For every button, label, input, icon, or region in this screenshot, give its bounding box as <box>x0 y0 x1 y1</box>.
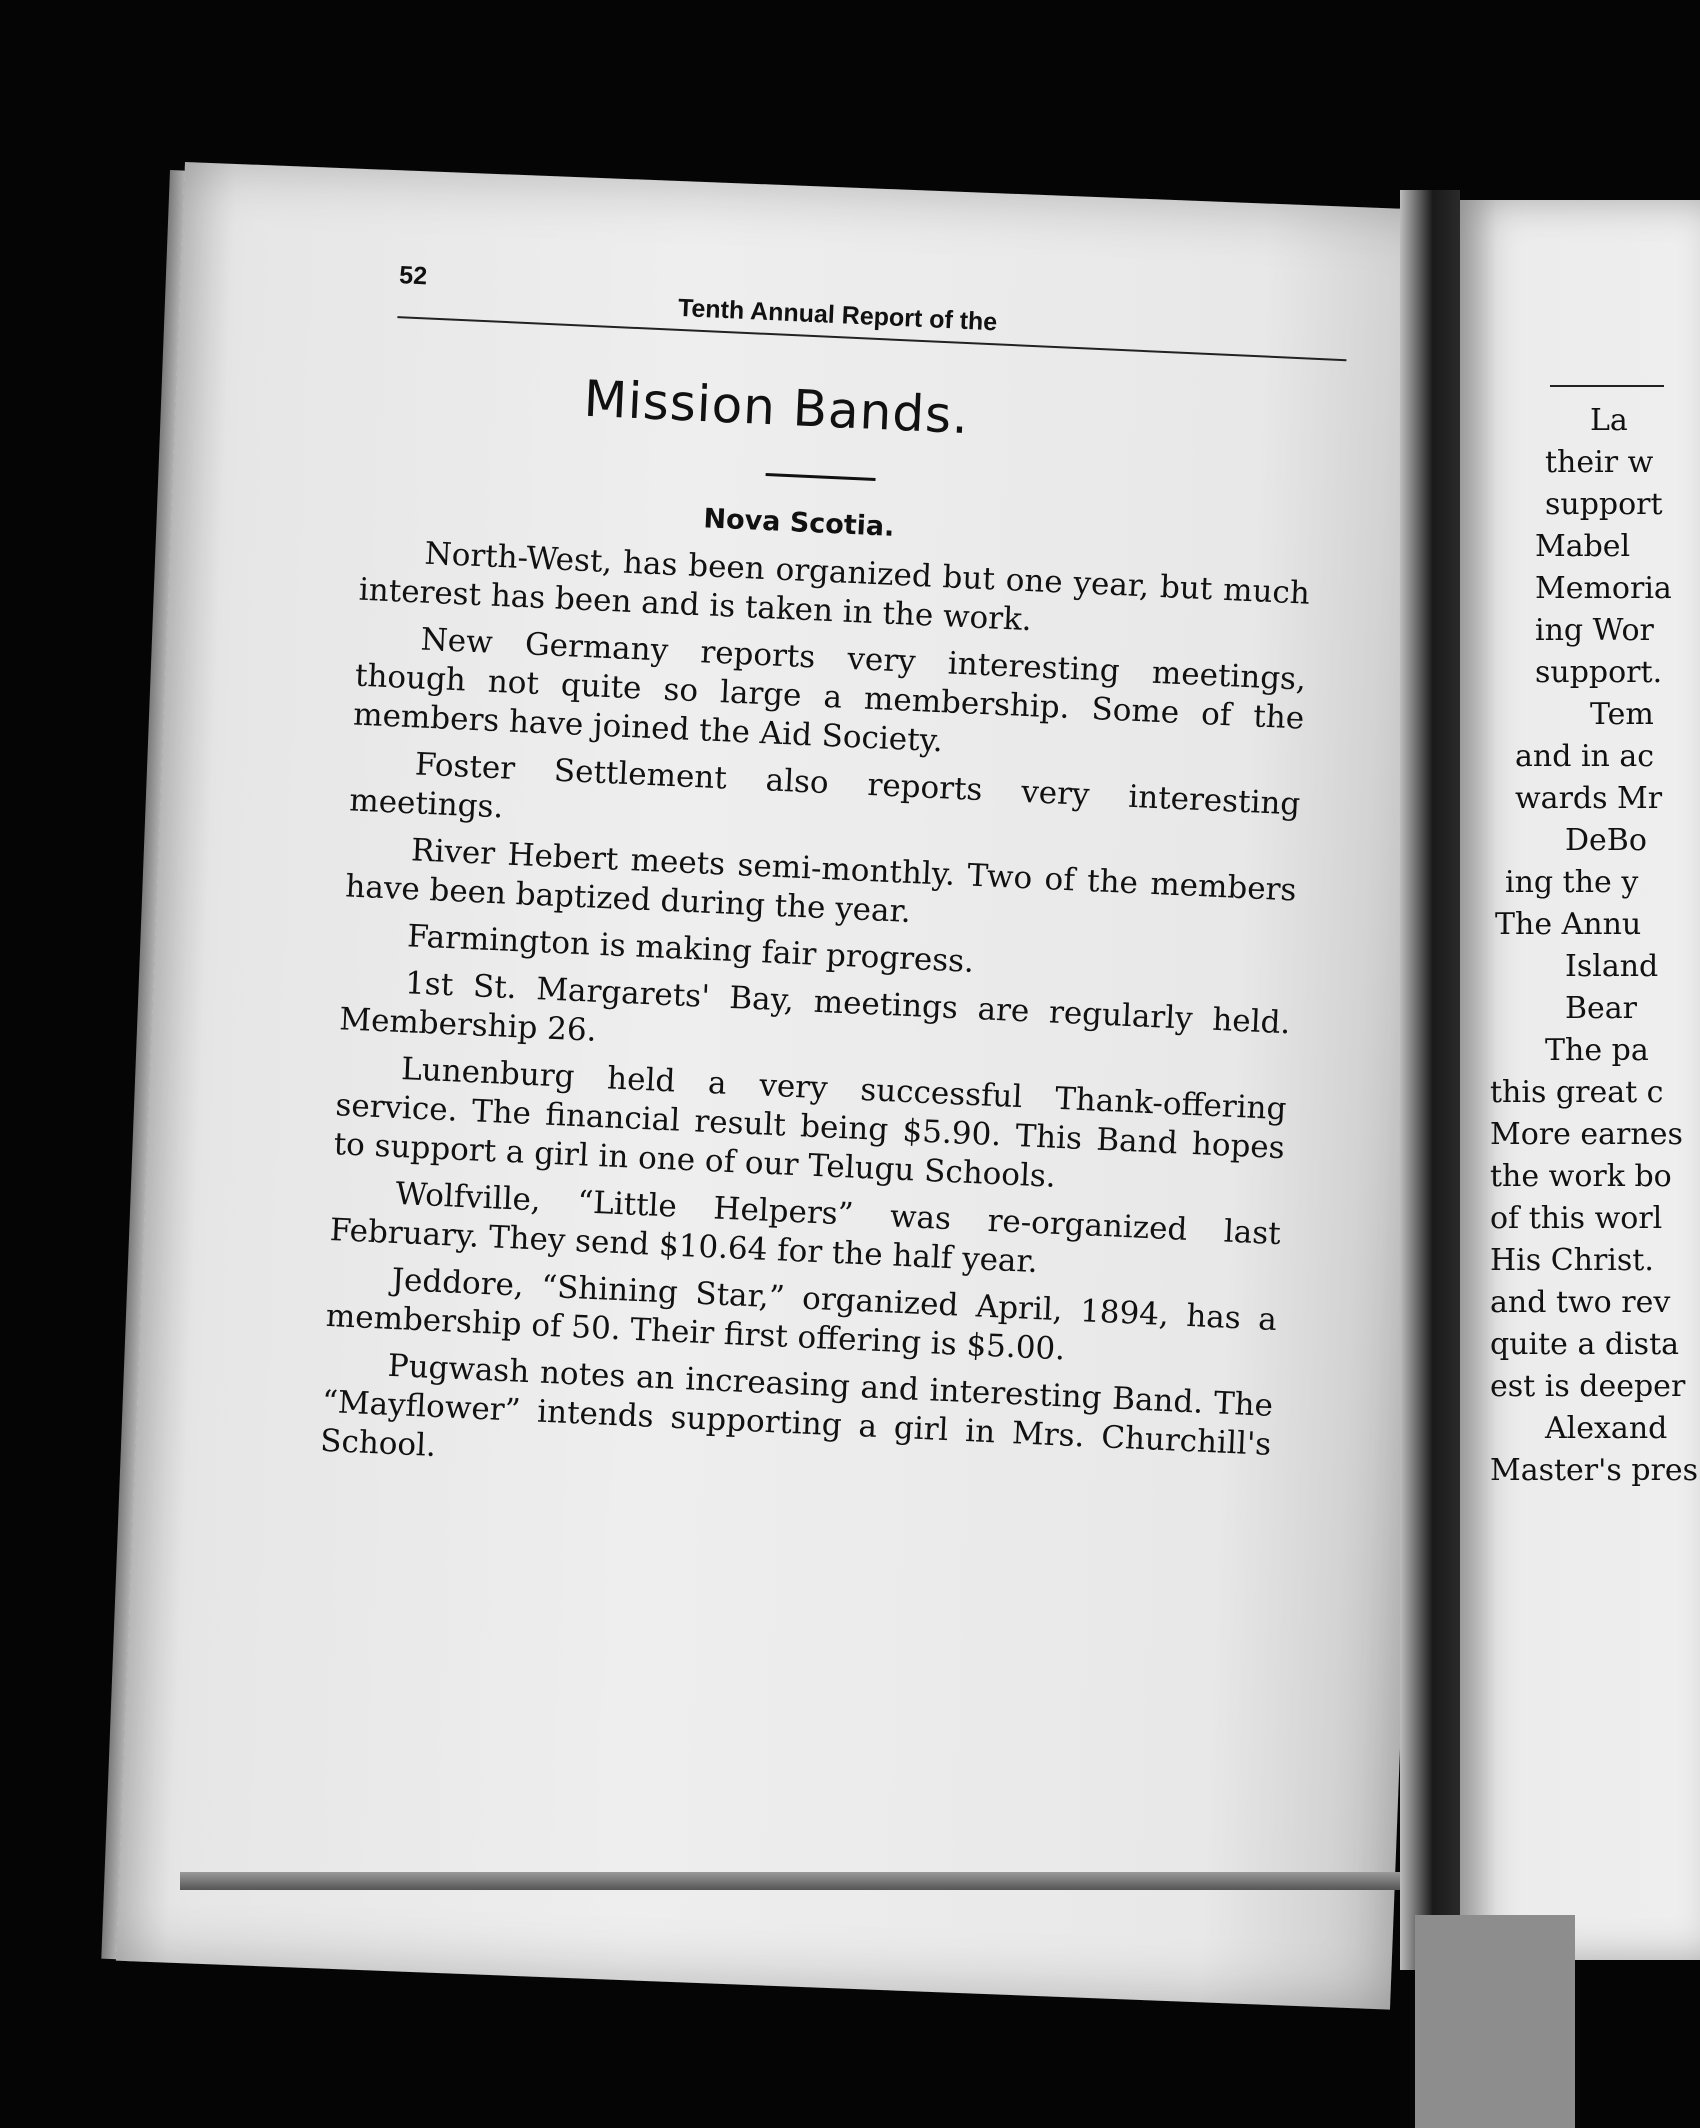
paragraph: Lunenburg held a very successful Thank-offering service. The financial result being $5.90. This Band hopes to support a girl in one of our Telugu Schools. <box>332 1051 1288 1195</box>
book-tab <box>1415 1915 1575 2128</box>
right-line: and in ac <box>1515 739 1655 774</box>
right-line: Tem <box>1590 697 1654 732</box>
paragraph: Jeddore, “Shining Star,” organized April, 1894, has a membership of 50. Their first offering is $5.00. <box>325 1261 1278 1368</box>
body-text <box>319 532 1311 1512</box>
right-line: Alexand <box>1545 1411 1668 1446</box>
paragraph: Foster Settlement also reports very interesting meetings. <box>348 746 1302 826</box>
subsection-title: Nova Scotia. <box>702 503 896 543</box>
book-gutter <box>1400 190 1460 1970</box>
page-bottom-edge <box>180 1872 1400 1890</box>
right-page-text <box>1490 400 1699 1492</box>
right-line: Master's pres <box>1490 1453 1699 1488</box>
right-line: support <box>1545 487 1663 522</box>
right-line: this great c <box>1490 1075 1664 1110</box>
right-line: Memoria <box>1535 571 1672 606</box>
running-head: Tenth Annual Report of the <box>677 293 998 337</box>
right-line: quite a dista <box>1490 1327 1680 1362</box>
paragraph: Wolfville, “Little Helpers” was re-organized last February. They send $10.64 for the half year. <box>329 1175 1282 1281</box>
paragraph: 1st St. Margarets' Bay, meetings are regularly held. Membership 26. <box>338 965 1292 1049</box>
left-page-text <box>264 258 1359 1753</box>
paragraph: Farmington is making fair progress. <box>406 918 975 980</box>
right-line: Island <box>1565 949 1659 984</box>
right-line: est is deeper <box>1490 1369 1686 1404</box>
paragraph: North-West, has been organized but one year, but much interest has been and is taken in the work. <box>358 535 1311 639</box>
right-line: their w <box>1545 445 1654 480</box>
section-title: Mission Bands. <box>582 369 971 446</box>
right-line: and two rev <box>1490 1285 1671 1320</box>
paragraph: Pugwash notes an increasing and interesting Band. The “Mayflower” intends supporting a girl in Mrs. Churchill's School. <box>319 1347 1274 1465</box>
right-line: wards Mr <box>1515 781 1663 816</box>
right-line: His Christ. <box>1490 1243 1654 1278</box>
title-rule <box>766 473 876 481</box>
right-line: Bear <box>1565 991 1638 1026</box>
right-page-rule <box>1550 385 1664 387</box>
right-line: The pa <box>1545 1033 1649 1068</box>
right-line: DeBo <box>1565 823 1647 858</box>
right-line: the work bo <box>1490 1159 1672 1194</box>
page-number: 52 <box>398 261 428 291</box>
right-line: More earnes <box>1490 1117 1683 1152</box>
right-line: support. <box>1535 655 1663 690</box>
paragraph: New Germany reports very interesting meetings, though not quite so large a membership. Some of the members have joined the Aid Society. <box>352 621 1307 760</box>
right-line: of this worl <box>1490 1201 1663 1236</box>
right-line: La <box>1590 403 1628 438</box>
paragraph: River Hebert meets semi-monthly. Two of the members have been baptized during the year. <box>344 832 1298 931</box>
right-line: Mabel <box>1535 529 1631 564</box>
right-line: ing Wor <box>1535 613 1654 648</box>
right-line: ing the y <box>1505 865 1639 900</box>
right-line: The Annu <box>1495 907 1642 942</box>
